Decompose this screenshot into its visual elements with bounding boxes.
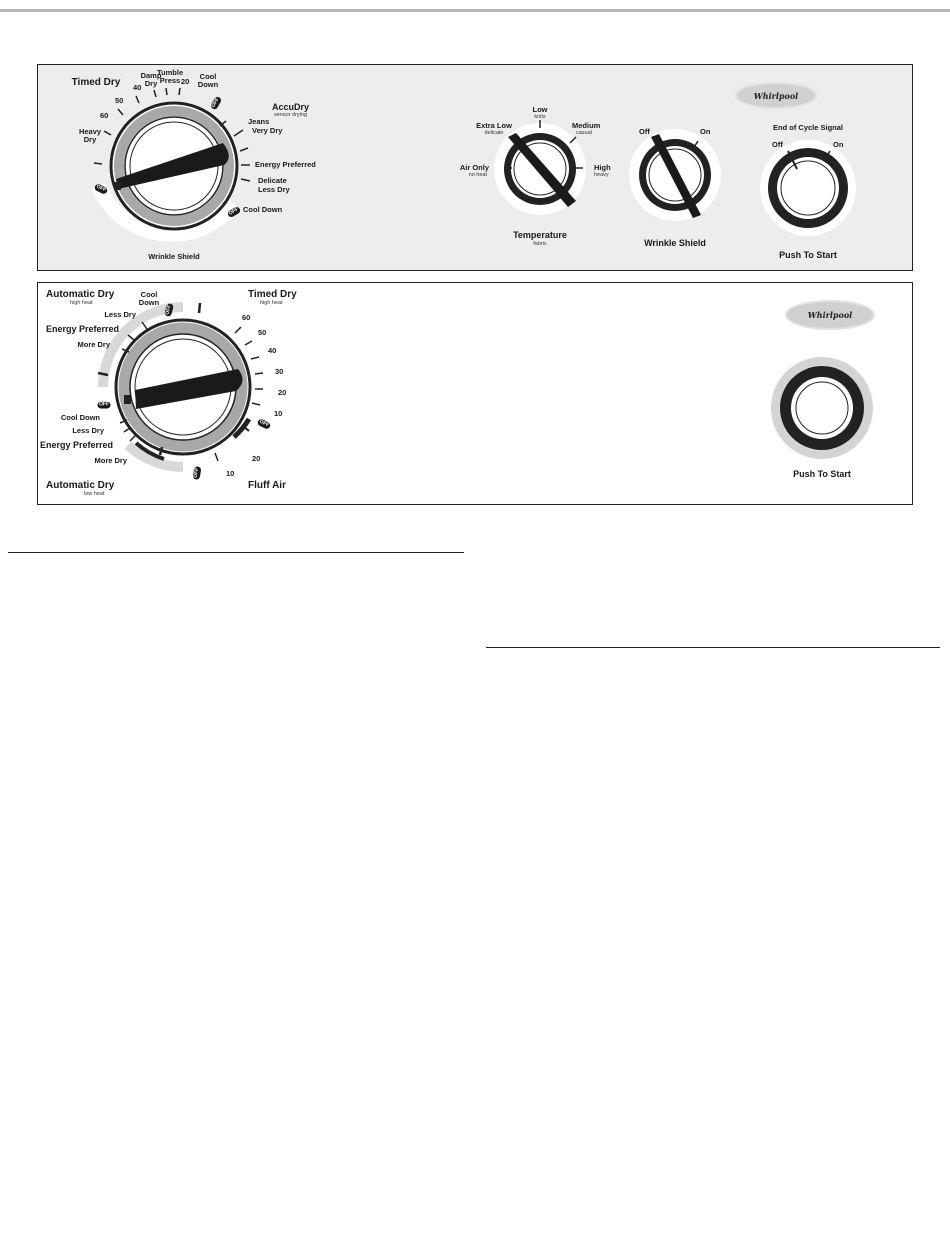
cool-down-top-label: Cool Down [197, 72, 219, 89]
tick-20: 20 [181, 77, 190, 86]
top-rule [0, 9, 950, 12]
tick-30: 30 [275, 367, 284, 376]
section-rule-right [486, 647, 940, 648]
automatic-dry-high-label: Automatic Dry [46, 289, 115, 300]
off-badge-right: OFF [258, 418, 271, 429]
jeans-label: Jeans [248, 117, 270, 126]
push-to-start-button[interactable] [760, 140, 856, 236]
cycle-dial-bottom[interactable] [98, 303, 265, 469]
temp-extra-low-sub: delicate [484, 130, 504, 136]
tick-60: 60 [242, 313, 251, 322]
energy-preferred-label: Energy Preferred [255, 160, 316, 169]
temperature-dial[interactable] [494, 120, 586, 215]
temperature-sub: fabric [533, 241, 547, 247]
temp-high-sub: heavy [594, 172, 609, 178]
delicate-label: Delicate [258, 176, 287, 185]
signal-off-label: Off [772, 140, 783, 149]
signal-on-label: On [833, 140, 844, 149]
automatic-dry-low-sub: low heat [84, 491, 105, 497]
push-to-start-label: Push To Start [779, 250, 837, 260]
push-to-start-label: Push To Start [793, 469, 851, 479]
tumble-press-label: Tumble Press [157, 68, 184, 85]
off-badge-left: OFF [95, 183, 108, 194]
tick-40: 40 [133, 83, 142, 92]
temp-medium-label: Medium [572, 121, 601, 130]
temp-low-label: Low [532, 105, 548, 114]
timed-dry-sub: high heat [260, 300, 283, 306]
off-badge-top: OFF [164, 304, 173, 316]
wrinkle-off-label: Off [639, 127, 650, 136]
tick-60: 60 [100, 111, 109, 120]
whirlpool-logo: Whirlpool [785, 300, 875, 330]
off-badge-cooldown: OFF [227, 206, 240, 217]
cool-down-bottom-label: Cool Down [60, 413, 100, 422]
energy-preferred-top-label: Energy Preferred [45, 324, 119, 334]
section-rule-left [8, 552, 464, 553]
less-dry-label: Less Dry [258, 185, 290, 194]
end-of-cycle-signal-label: End of Cycle Signal [772, 123, 844, 132]
temp-air-only-sub: no heat [468, 172, 487, 178]
heavy-dry-label: Heavy Dry [78, 127, 102, 144]
tick-50: 50 [258, 328, 267, 337]
fluff-tick-20: 20 [252, 454, 261, 463]
control-panel-bottom [37, 282, 913, 505]
temperature-title: Temperature [513, 230, 567, 240]
wrinkle-shield-dial[interactable] [629, 129, 721, 221]
very-dry-label: Very Dry [252, 126, 283, 135]
cool-down-top-label: Cool Down [138, 290, 160, 307]
accudry-label: AccuDry [272, 102, 310, 112]
control-panel-top [37, 64, 913, 271]
fluff-air-label: Fluff Air [248, 480, 286, 491]
wrinkle-on-label: On [700, 127, 711, 136]
less-dry-bottom-label: Less Dry [72, 426, 104, 435]
tick-10: 10 [274, 409, 283, 418]
temp-medium-sub: casual [576, 130, 592, 136]
fluff-tick-10: 10 [226, 469, 235, 478]
more-dry-bottom-label: More Dry [94, 456, 127, 465]
accudry-sub-label: sensor drying [274, 112, 308, 118]
temp-extra-low-label: Extra Low [476, 121, 512, 130]
whirlpool-logo: Whirlpool [735, 82, 817, 109]
automatic-dry-high-sub: high heat [70, 300, 93, 306]
damp-dry-label: Damp Dry [140, 71, 162, 88]
wrinkle-shield-title: Wrinkle Shield [644, 238, 706, 248]
less-dry-top-label: Less Dry [104, 310, 136, 319]
tick-40: 40 [268, 346, 277, 355]
temp-air-only-label: Air Only [459, 163, 489, 172]
energy-preferred-bottom-label: Energy Preferred [39, 440, 113, 450]
cool-down-label: Cool Down [243, 205, 283, 214]
automatic-dry-low-label: Automatic Dry [46, 480, 115, 491]
off-badge-top: OFF [210, 96, 221, 109]
off-badge-bottom: OFF [192, 467, 201, 479]
off-badge-left: OFF [99, 401, 109, 408]
wrinkle-shield-arc-label: Wrinkle Shield [148, 252, 200, 261]
tick-50: 50 [115, 96, 124, 105]
push-to-start-button-bottom[interactable] [771, 357, 873, 459]
temp-low-sub: knits [534, 114, 546, 120]
more-dry-top-label: More Dry [77, 340, 110, 349]
tick-20: 20 [278, 388, 287, 397]
timed-dry-label: Timed Dry [71, 77, 121, 88]
timed-dry-label: Timed Dry [248, 289, 297, 300]
temp-high-label: High [594, 163, 611, 172]
